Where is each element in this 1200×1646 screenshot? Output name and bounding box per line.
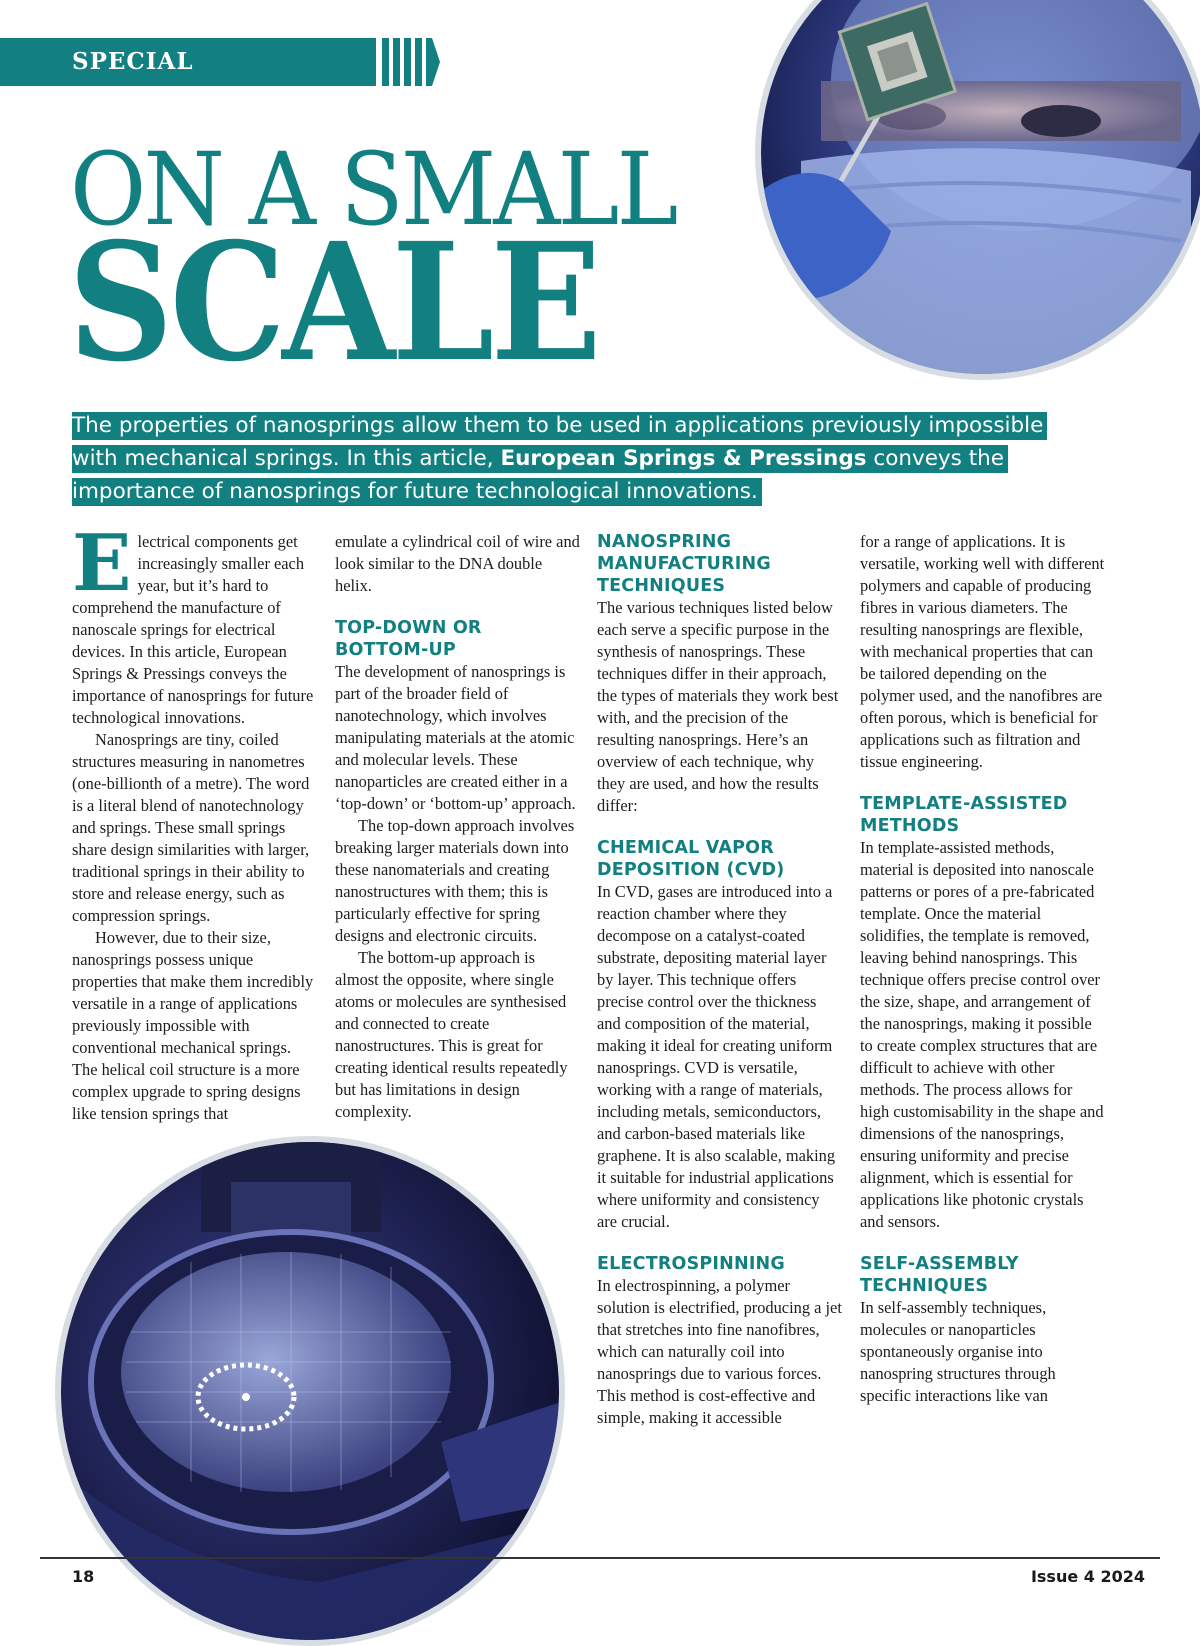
standfirst-text-2: conveys the importance of nanosprings for future technological innovations. [72, 446, 1004, 504]
paragraph: Nanosprings are tiny, coiled structures measuring in nanometres (one-billionth of a metre). The word is a literal blend of nanotechnology and springs. These small springs share design similarities with larger, traditional springs in their ability to store and release energy, such as compression springs. [72, 730, 310, 925]
paragraph: for a range of applications. It is versatile, working well with different polymers and capable of producing fibres in various diameters. The resulting nanosprings are flexible, with mechanical properties that can be tailored depending on the polymer used, and the nanofibres are often porous, which is beneficial for applications such as filtration and tissue engineering. [860, 532, 1105, 771]
standfirst [72, 409, 1072, 508]
banner-chevron-icon [382, 38, 442, 86]
page-number: 18 [72, 1567, 95, 1586]
article-column-1 [72, 518, 317, 1125]
paragraph: The various techniques listed below each serve a specific purpose in the synthesis of nanosprings. These techniques differ in their approach, the types of materials they work best with, and the precision of the resulting nanosprings. Here’s an overview of each technique, why they are used, and how the results differ: [597, 598, 839, 815]
section-label: SPECIAL APPLICATIONS [72, 48, 284, 123]
standfirst-company: European Springs & Pressings [500, 446, 867, 471]
footer-rule [40, 1557, 1160, 1559]
section-heading: CHEMICAL VAPOR DEPOSITION (CVD) [597, 838, 785, 880]
paragraph: The bottom-up approach is almost the opposite, where single atoms or molecules are synthesised and connected to create nanostructures. This is great for creating identical results repeatedly but has limitations in design complexity. [335, 948, 568, 1121]
paragraph: In CVD, gases are introduced into a reaction chamber where they decompose on a catalyst-coated substrate, depositing material layer by layer. This technique offers precise control over the thickness and composition of the material, making it ideal for creating uniform nanosprings. CVD is versatile, working with a range of materials, including metals, semiconductors, and carbon-based materials like graphene. It is also scalable, making it suitable for industrial applications where uniformity and consistency are crucial. [597, 882, 836, 1231]
standfirst-text-1: The properties of nanosprings allow them to be used in applications previously impossible with mechanical springs. In this article, [72, 413, 1044, 471]
paragraph: However, due to their size, nanosprings possess unique properties that make them incredibly versatile in a range of applications previously impossible with conventional mechanical springs. The helical coil structure is a more complex upgrade to spring designs like tension springs that [72, 928, 314, 1123]
paragraph: In self-assembly techniques, molecules or nanoparticles spontaneously organise into nanospring structures through specific interactions like van [860, 1298, 1056, 1405]
article-column-3 [597, 531, 842, 1429]
paragraph: emulate a cylindrical coil of wire and look similar to the DNA double helix. [335, 532, 580, 595]
section-heading: ELECTROSPINNING [597, 1254, 785, 1274]
drop-cap: E [72, 518, 132, 609]
paragraph: In electrospinning, a polymer solution is electrified, producing a jet that stretches into fine nanofibres, which can naturally coil into nanosprings due to various forces. This method is cost-effective and simple, making it accessible [597, 1276, 842, 1427]
section-heading: TOP-DOWN OR BOTTOM-UP [335, 618, 482, 660]
paragraph: The development of nanosprings is part of the broader field of nanotechnology, which involves manipulating materials at the atomic and molecular levels. These nanoparticles are created either in a ‘top-down’ or ‘bottom-up’ approach. [335, 662, 576, 813]
headline-line2: SCALE [68, 208, 599, 398]
article-column-4 [860, 531, 1105, 1407]
section-banner [0, 38, 376, 123]
scientist-photo [755, 0, 1200, 380]
section-heading: SELF-ASSEMBLY TECHNIQUES [860, 1254, 1019, 1296]
section-heading: TEMPLATE-ASSISTED METHODS [860, 794, 1068, 836]
wafer-machine-photo [55, 1136, 565, 1646]
paragraph: lectrical components get increasingly smaller each year, but it’s hard to comprehend the manufacture of nanoscale springs for electrical devices. In this article, European Springs & Pressings conveys the importance of nanosprings for future technological innovations. [72, 532, 314, 727]
section-heading: NANOSPRING MANUFACTURING TECHNIQUES [597, 532, 771, 596]
issue-label: Issue 4 2024 [1030, 1567, 1145, 1586]
paragraph: In template-assisted methods, material is deposited into nanoscale patterns or pores of a pre-fabricated template. Once the material solidifies, the template is removed, leaving behind nanosprings. This technique offers precise control over the size, shape, and arrangement of the nanosprings, making it possible to create complex structures that are difficult to achieve with other methods. The process allows for high customisability in the shape and dimensions of the nanosprings, ensuring uniformity and precise alignment, which is essential for applications like photonic crystals and sensors. [860, 838, 1104, 1231]
article-column-2 [335, 531, 580, 1123]
headline-line1: ON A SMALL [70, 131, 676, 248]
paragraph: The top-down approach involves breaking larger materials down into these nanomaterials and creating nanostructures with them; this is particularly effective for spring designs and electronic circuits. [335, 816, 575, 945]
